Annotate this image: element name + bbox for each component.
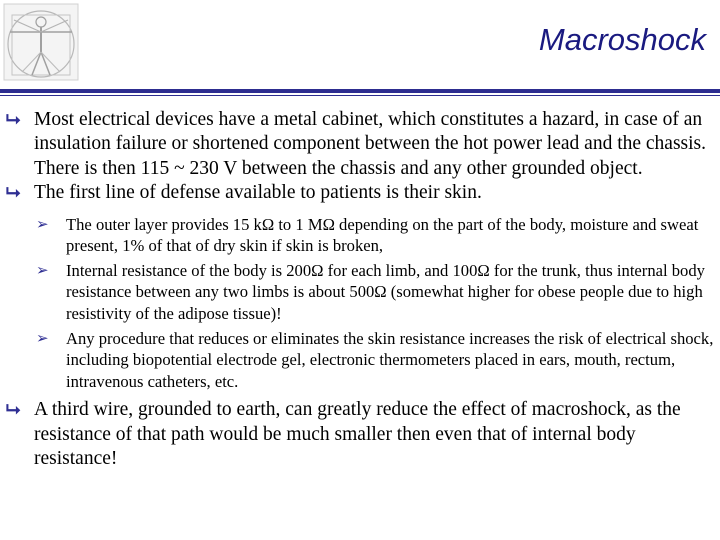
bullet-item xyxy=(6,108,714,181)
bullet-text: A third wire, grounded to earth, can greatly reduce the effect of macroshock, as the resistance of that path would be much smaller then even that of internal body resistance! xyxy=(34,399,681,470)
sub-bullet-text: Any procedure that reduces or eliminates the skin resistance increases the risk of electrical shock, including biopotential electrode gel, electronic thermometers placed in ears, mouth, rectum, intravenous catheters, etc. xyxy=(66,328,714,391)
curved-arrow-bullet-icon: ⮡ xyxy=(6,182,21,204)
title-divider xyxy=(0,89,720,93)
sub-bullet-text: The outer layer provides 15 kΩ to 1 MΩ depending on the part of the body, moisture and sweat present, 1% of that of dry skin if skin is broken, xyxy=(66,214,699,256)
slide-body xyxy=(6,108,714,472)
bullet-item xyxy=(6,181,714,205)
curved-arrow-bullet-icon: ⮡ xyxy=(6,399,21,421)
angled-arrow-bullet-icon: ➢ xyxy=(36,260,49,279)
vitruvian-man-icon xyxy=(2,2,80,82)
curved-arrow-bullet-icon: ⮡ xyxy=(6,109,21,130)
bullet-text: Most electrical devices have a metal cabinet, which constitutes a hazard, in case of an insulation failure or shortened component between the hot power lead and the chassis. There is then 115 ~ 230 V between the chassis and any other grounded object. xyxy=(34,109,707,179)
bullet-item xyxy=(6,398,714,471)
sub-bullet-text: Internal resistance of the body is 200Ω for each limb, and 100Ω for the trunk, thus internal body resistance between any two limbs is about 500Ω (somewhat higher for obese people due to high resistivity of the adipose tissue)! xyxy=(66,260,705,323)
angled-arrow-bullet-icon: ➢ xyxy=(36,328,49,347)
title-divider-thin xyxy=(0,95,720,96)
sub-bullet-item xyxy=(36,260,714,325)
bullet-text: The first line of defense available to patients is their skin. xyxy=(34,182,482,204)
angled-arrow-bullet-icon: ➢ xyxy=(36,214,49,233)
slide-title: Macroshock xyxy=(538,22,706,57)
sub-bullet-item xyxy=(36,328,714,393)
sub-bullet-item xyxy=(36,214,714,257)
sub-bullet-list xyxy=(36,214,714,393)
